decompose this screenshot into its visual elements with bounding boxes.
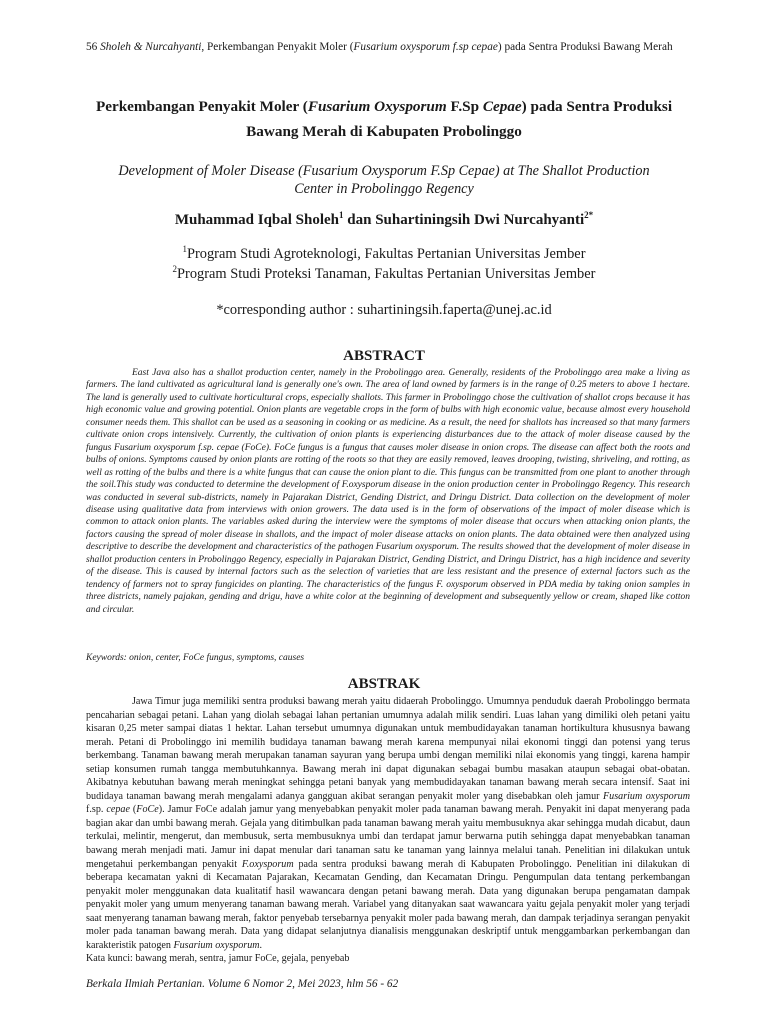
author-2: Suhartiningsih Dwi Nurcahyanti [375,212,585,228]
author-1-affil: 1 [339,210,344,220]
abstrak-heading: ABSTRAK [347,676,421,692]
header-title-part1: , Perkembangan Penyakit Moler ( [201,41,354,53]
abstract-heading: ABSTRACT [343,348,425,364]
page-number: 56 [86,41,98,53]
header-authors: Sholeh & Nurcahyanti [100,41,202,53]
english-title-line2: Center in Probolinggo Regency [294,181,474,197]
abstrak-abbr: FoCe [136,804,159,816]
affiliation-2-text: Program Studi Proteksi Tanaman, Fakultas Pertanian Universitas Jember [177,265,596,282]
abstrak-text-end: . [259,939,263,951]
abstrak-species-1: Fusarium oxysporum [603,790,690,802]
author-1: Muhammad Iqbal Sholeh [174,212,340,228]
english-title-line1: Development of Moler Disease (Fusarium Oxysporum F.Sp Cepae) at The Shallot Production [118,163,650,179]
corresponding-author: *corresponding author : suhartiningsih.faperta@unej.ac.id [216,302,552,318]
journal-footer: Berkala Ilmiah Pertanian. Volume 6 Nomor 2, Mei 2023, hlm 56 - 62 [86,978,399,990]
affiliation-2-sup: 2 [172,264,178,274]
author-conjunction: dan [343,212,376,228]
header-title-part2: ) pada Sentra Produksi Bawang Merah [497,41,673,53]
keywords-english: Keywords: onion, center, FoCe fungus, symptoms, causes [86,653,305,663]
title-part3: ) pada Sentra Produksi [521,98,673,115]
title-species: Fusarium Oxysporum [307,98,447,115]
author-2-affil: 2* [584,210,594,220]
abstrak-text-2: ). Jamur FoCe adalah jamur yang menyebabkan penyakit moler pada tanaman bawang merah. Penyakit ini dapat menyerang pada bagian akar dan umbi bawang merah. Gejala yang ditimbulkan pada tanaman bawang merah yaitu membusuknya akar sehingga mudah dicabut, daun terkulai, melintir, mengerut, dan membusuk, serta membusuknya umbi dan terdapat jamur berwarna putih sehingga dapat menyebabkan tanaman bawang merah menjadi mati. Jamur ini dapat menular dari tanaman satu ke tanaman yang lainnya melalui tanah. Penelitian ini dilakukan untuk mengetahui perkembangan penyakit [86,804,690,870]
header-title-species: Fusarium oxysporum f.sp cepae [353,41,498,53]
paper-title [70,94,698,144]
english-title [80,162,688,198]
title-line1 [70,94,698,119]
abstrak-text-1b: f.sp. [86,804,107,816]
abstract-indonesian-body [86,695,690,952]
affiliation-2 [60,264,708,283]
abstrak-species-2: F.oxysporum [241,858,294,870]
keywords-indonesian: Kata kunci: bawang merah, sentra, jamur FoCe, gejala, penyebab [86,953,350,964]
running-header [86,41,706,53]
abstract-english-body: East Java also has a shallot production center, namely in the Probolinggo area. Generally, residents of the Probolinggo area make a living as farmers. The land cultivated as agricultural land is generally one's own. The area of land owned by farmers is in the range of 0.25 meters to above 1 hectare. The land is generally used to cultivate horticultural crops, especially shallots. This farmer in Probolinggo chose the cultivation of shallot crops because it has high economic value and growing potential. Onion plants are vegetable crops in the form of bulbs with high economic value, because almost every household consumer needs them. This shallot can be used as a seasoning in cooking or as medicine. As a result, the need for shallots has increased so that many farmers cultivate onion crops intensively. Currently, the cultivation of onion plants is experiencing disturbances due to the attack of moler disease caused by the fungus Fusarium oxysporum f.sp. cepae (FoCe). FoCe fungus is a fungus that causes moler disease in onion crops. The disease can affect both the roots and bulbs of onions. Symptoms caused by onion plants are rotting of the roots so that they are easily removed, leaves drooping, twisting, shriveling, and rotting, as well as rotting of the bulbs and there is a white fungus that can cause the onion plant to die. This fungus can be transmitted from one plant to another through the soil.This study was conducted to determine the development of F.oxysporum disease in the onion production center in Probolinggo Regency. This research was conducted in several sub-districts, namely in Pajarakan District, Gending District, and Dringu District. Data collection on the development of moler disease using qualitative data from interviews with onion growers. The data used is in the form of observations of the impact of moler disease which is common to attack onion plants. The variables asked during the interview were the symptoms of moler disease that occurs when attacking onion plants, the factors causing the spread of moler disease in shallots, and the impact of moler disease attacks on onion plants. The data obtained were then analyzed using descriptive to describe the development and characteristics of the pathogen Fusarium oxysporum. The results showed that the development of moler disease in shallot production centers in Probolinggo Regency, especially in Pajarakan District, Gending District, and Dringu District, has a high incidence and severity of the disease. This is caused by internal factors such as the selection of varieties that are less resistant and the presence of external factors such as the tendency of farmers not to spray fungicides on planting. The characteristics of the fungus F. oxysporum observed in PDA media by taking onion samples in three districts, namely pajakan, gending and drigu, have a white color at the beginning of development and subsequently yellow or cream, shaped like cotton and circular. [86,368,690,615]
author-list [60,210,708,229]
affiliation-1-sup: 1 [182,244,187,254]
title-forma: Cepae [482,98,522,115]
abstrak-text-1: Jawa Timur juga memiliki sentra produksi bawang merah yaitu didaerah Probolinggo. Umumnya penduduk daerah Probolinggo bermata pencaharian sebagai petani. Lahan yang diolah sebagai lahan pertanian umumnya adalah milik sendiri. Luas lahan yang dimiliki oleh petani yaitu kisaran 0,25 meter sampai diatas 1 hektar. Lahan tersebut umumnya digunakan untuk membudidayakan tanaman hortikultura khususnya bawang merah. Petani di Probolinggo ini memilih budidaya tanaman bawang merah karena mempunyai nilai ekonomi tinggi dan potensi yang terus berkembang. Tanaman bawang merah merupakan tanaman sayuran yang berupa umbi dengan memiliki nilai ekonomis yang tinggi, karena hampir setiap konsumen rumah tangga membutuhkannya. Bawang merah ini dapat digunakan sebagai bumbu masakan ataupun sebagai obat-obatan. Akibatnya kebutuhan bawang merah meningkat sehingga petani banyak yang membudidayakan tanaman bawang merah secara intensif. Saat ini budidaya tanaman bawang merah mengalami adanya gangguan akibat serangan penyakit moler yang disebabkan oleh jamur [86,696,690,802]
affiliation-1-text: Program Studi Agroteknologi, Fakultas Pertanian Universitas Jember [187,245,586,262]
title-line2: Bawang Merah di Kabupaten Probolinggo [246,123,522,140]
title-part2: F.Sp [446,98,483,115]
abstrak-text-1c: ( [129,804,137,816]
abstrak-species-3: Fusarium oxysporum [173,939,260,951]
abstrak-text-3: pada sentra produksi bawang merah di Kabupaten Probolinggo. Penelitian ini dilakukan di beberapa kecamatan yakni di Kecamatan Pajarakan, Kecamatan Gending, dan Kecamatan Dringu. Pengumpulan data tentang perkembangan penyakit moler menggunakan data kualitatif hasil wawancara dengan petani bawang merah. Data yang digunakan berupa pengamatan dampak penyakit moler yang umum menyerang tanaman bawang merah. Variabel yang ditanyakan saat wawancara yaitu gejala penyakit moler yang terjadi saat menyerang tanaman bawang merah, faktor penyebab tersebarnya penyakit moler pada bawang merah, dan dampak terjadinya serangan penyakit moler pada tanaman bawang merah. Data yang didapat selanjutnya dianalisis menggunakan deskriptif untuk menggambarkan perkembangan dan karakteristik patogen [86,858,690,951]
abstrak-forma: cepae [106,804,130,816]
affiliation-1 [60,244,708,263]
title-part1: Perkembangan Penyakit Moler ( [95,98,308,115]
